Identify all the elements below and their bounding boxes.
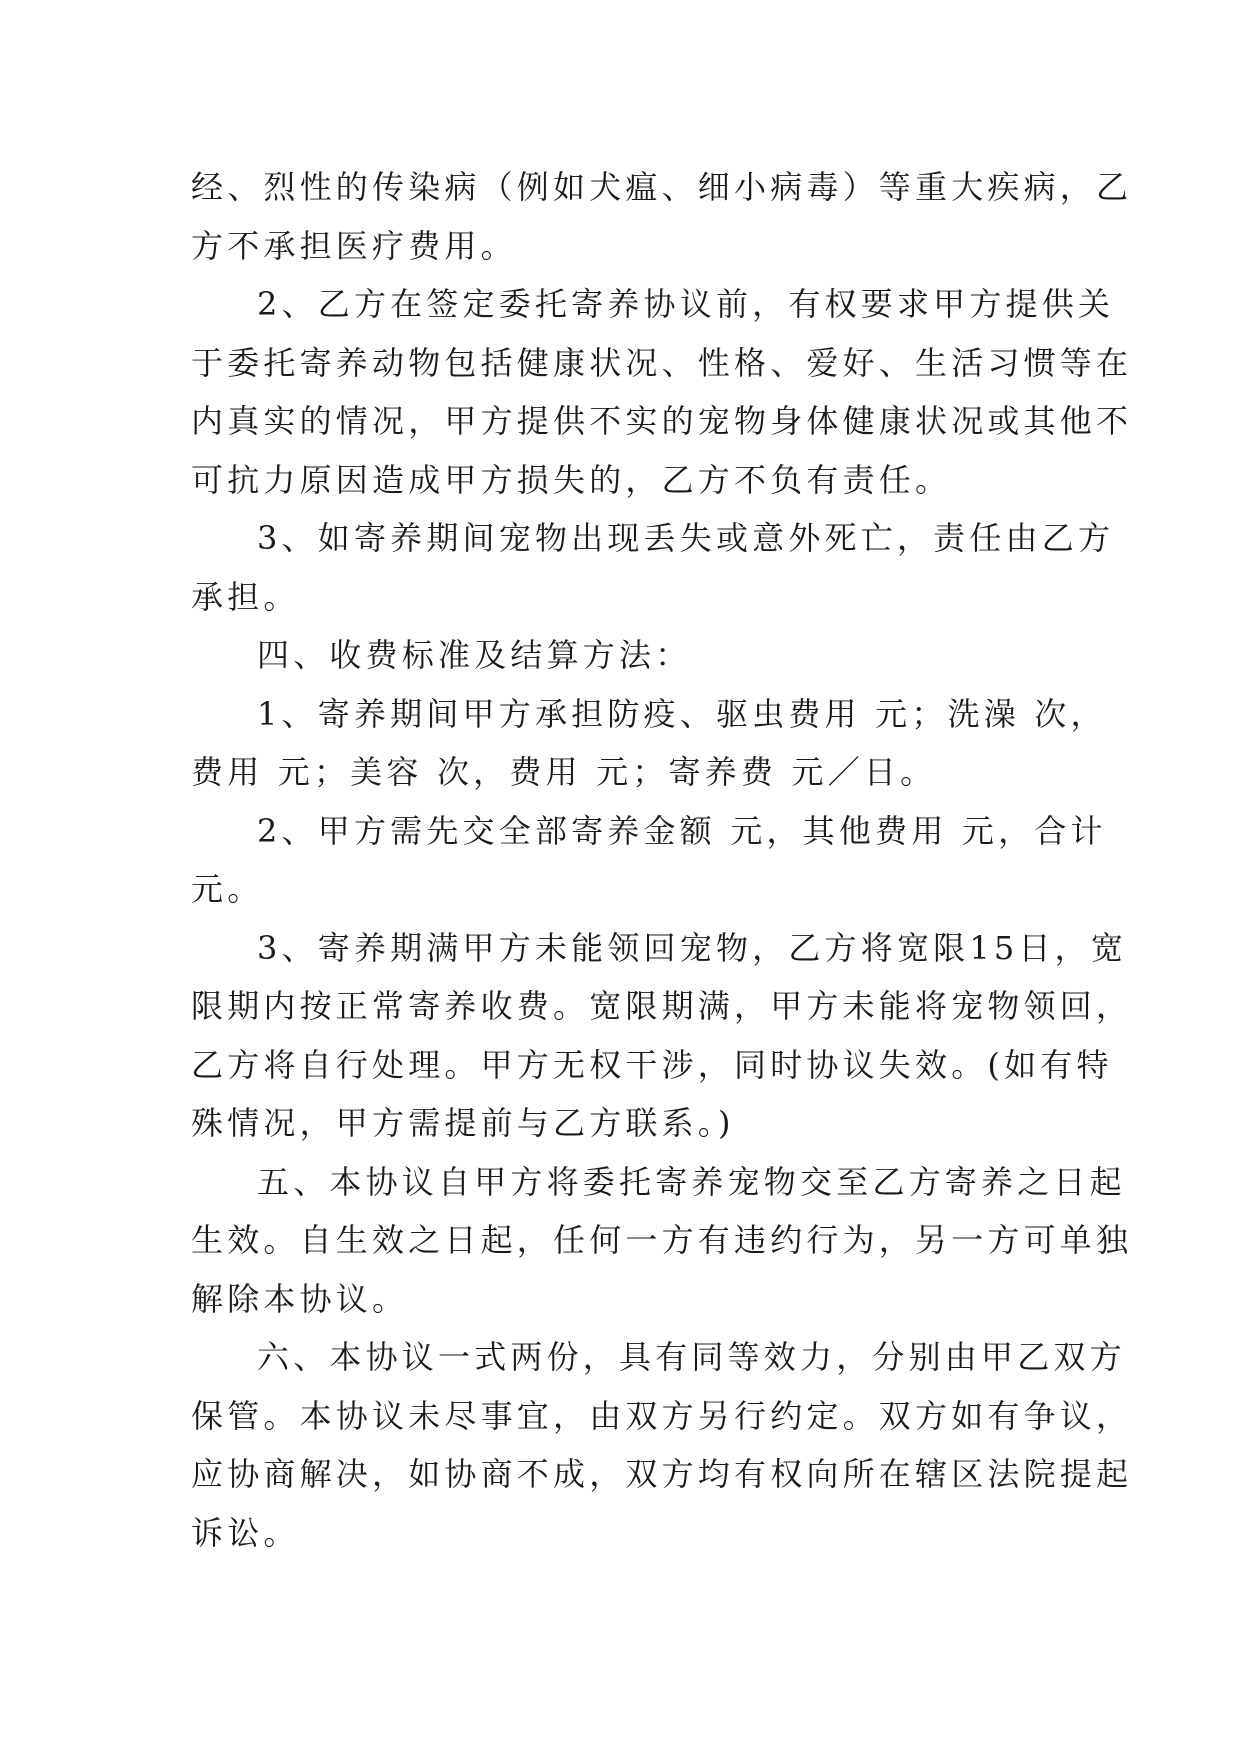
text-line: 乙方将自行处理。甲方无权干涉，同时协议失效。(如有特: [191, 1045, 1113, 1084]
text-line: 殊情况，甲方需提前与乙方联系。): [191, 1104, 735, 1142]
section-heading: 六、本协议一式两份，具有同等效力，分别由甲乙双方: [257, 1338, 1126, 1376]
section-heading: 五、本协议自甲方将委托寄养宠物交至乙方寄养之日起: [257, 1162, 1126, 1201]
text-line: 承担。: [191, 577, 300, 616]
text-line: 2、乙方在签定委托寄养协议前，有权要求甲方提供关: [257, 285, 1115, 323]
text-line: 生效。自生效之日起，任何一方有违约行为，另一方可单独: [191, 1221, 1133, 1259]
text-line: 1、寄养期间甲方承担防疫、驱虫费用 元；洗澡 次，: [257, 694, 1107, 733]
section-heading: 四、收费标准及结算方法：: [257, 636, 692, 674]
text-line: 方不承担医疗费用。: [191, 226, 517, 265]
text-line: 费用 元；美容 次，费用 元；寄养费 元／日。: [191, 753, 937, 791]
text-line: 2、甲方需先交全部寄养金额 元，其他费用 元，合计: [257, 811, 1107, 850]
text-line: 内真实的情况，甲方提供不实的宠物身体健康状况或其他不: [191, 402, 1133, 440]
text-line: 3、如寄养期间宠物出现丢失或意外死亡，责任由乙方: [257, 519, 1115, 557]
text-line: 限期内按正常寄养收费。宽限期满，甲方未能将宠物领回，: [191, 987, 1133, 1025]
document-body: [191, 158, 1133, 1562]
text-line: 应协商解决，如协商不成，双方均有权向所在辖区法院提起: [191, 1455, 1133, 1493]
text-line: 解除本协议。: [191, 1279, 409, 1318]
text-line: 可抗力原因造成甲方损失的，乙方不负有责任。: [191, 460, 952, 499]
text-line: 经、烈性的传染病（例如犬瘟、细小病毒）等重大疾病，乙: [191, 168, 1133, 206]
text-line: 于委托寄养动物包括健康状况、性格、爱好、生活习惯等在: [191, 343, 1133, 382]
text-line: 元。: [191, 870, 264, 908]
text-line: 3、寄养期满甲方未能领回宠物，乙方将宽限15日，宽: [257, 928, 1128, 967]
text-line: 保管。本协议未尽事宜，由双方另行约定。双方如有争议，: [191, 1396, 1133, 1435]
text-line: 诉讼。: [191, 1513, 300, 1552]
